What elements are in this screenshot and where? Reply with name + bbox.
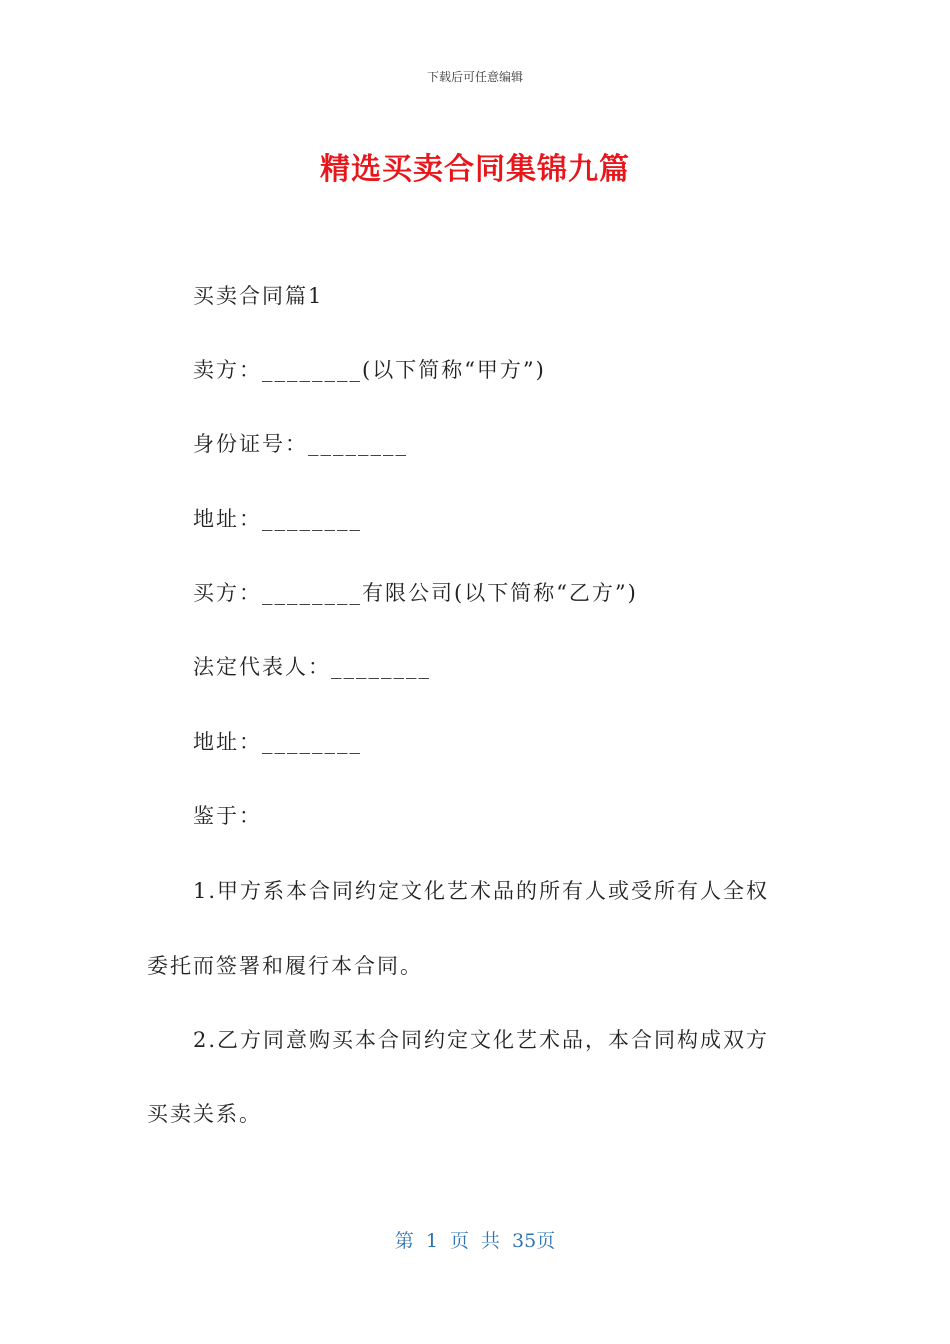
whereas-line: 鉴于： [193,804,262,828]
page-footer: 第 1 页 共 35页 [394,1230,556,1252]
clause1-line2: 委托而签署和履行本合同。 [147,954,423,978]
clause1-line1: 1.甲方系本合同约定文化艺术品的所有人或受所有人全权 [193,879,770,903]
header-note: 下载后可任意编辑 [426,70,523,84]
buyer-line: 买方：________有限公司(以下简称“乙方”) [193,581,638,605]
id-number-line: 身份证号：________ [193,432,408,456]
document-title: 精选买卖合同集锦九篇 [320,152,630,187]
clause2-line2: 买卖关系。 [147,1102,262,1126]
legal-rep-line: 法定代表人：________ [193,655,431,679]
buyer-address-line: 地址：________ [193,730,362,754]
seller-address-line: 地址：________ [193,507,362,531]
section-heading: 买卖合同篇1 [193,284,324,308]
seller-line: 卖方：________(以下简称“甲方”) [193,358,546,382]
clause2-line1: 2.乙方同意购买本合同约定文化艺术品，本合同构成双方 [193,1028,770,1052]
